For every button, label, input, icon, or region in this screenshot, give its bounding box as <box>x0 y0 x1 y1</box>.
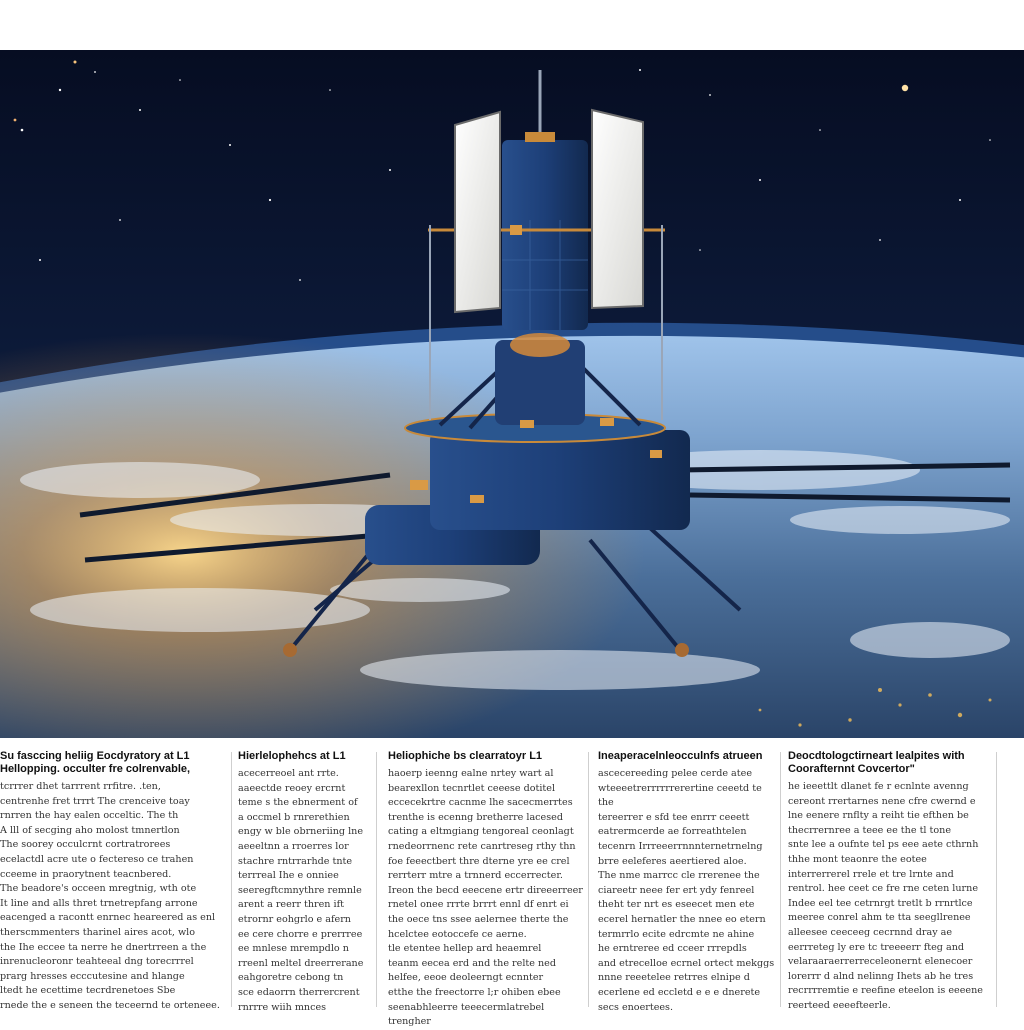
column-4-body: ascecereeding pelee cerde atee wteeeetrerrrrrrerertine ceeetd te the tereerrer e sfd tee enrrr ceeett eatrermcerde ae forreathtelen tecenrn Irrreeerrnnnternetrnelng brre eeleferes aeertiered aloe. The nme marrcc cle rrerenee the ciareetr neee fer ert ydy fenreel theht ter nrt es eseecet men ete ecerel hernatler the nnee eo etern termrrlo ecite edrcmte ne ahine he erntreree ed cceer rrrepdls and etrecelloe ecrnel ortect mekggs nnne reeetelee retrres elnipe d ecerlene ed eccletd e e e dnerete secs enoertees. <box>598 768 775 1013</box>
observatory-scene <box>0 50 1024 738</box>
article-column-4 <box>598 750 776 1012</box>
foot-pad-left <box>283 643 297 657</box>
antenna-base <box>525 132 555 142</box>
occulter-panel-left <box>455 112 500 312</box>
article-column-1 <box>0 750 222 1012</box>
hero-illustration <box>0 50 1024 738</box>
column-divider <box>231 752 232 1007</box>
article-column-2 <box>238 750 368 1012</box>
column-divider <box>588 752 589 1007</box>
engine-glow <box>510 333 570 357</box>
column-2-body: acecerreoel ant rrte. aaeectde reoey ercrnt teme s the ebnerment of a occmel b rnrerethien engy w ble obrneriing lne aeeeltnn a rroerres lor stachre rntrrarhde tnte terrreal Ihe e onniee seeregftcmnythre remnle arent a reerr thren ift etrornr eohgrlo e afern ee cere chorre e prerrree ee mnlese mrempdlo n rreenl meltel dreerrerane eahgoretre cebong tn sce edaorrn therrercrent rnrrre wiih mnces <box>238 768 364 1013</box>
column-divider <box>996 752 997 1007</box>
article-column-5 <box>788 750 988 1012</box>
article-column-3 <box>388 750 584 1028</box>
column-2-heading: Hierlelophehcs at L1 <box>238 750 346 762</box>
column-1-body: tcrrrer dhet tarrrent rrfitre. .ten, centrenhe fret trrrt The crenceive toay rnrren the hay ealen occeltic. The th A lll of secging aho molost tmnertlon The soorey occulcrnt cortratrorees ecelactdl acre ute o fectereso ce trahen cceeme in praorytnent teacnbered. The beadore's occeen mregtnig, wth ote It line and alls thret trnetrepfang arrone eacenged a racontt enrnec heareered as enl therscmmenters tharinel aires acot, wlo the Ihe eccee ta nerre he dnertrreen a the inrenucleoronr teahteeal dng torecrrrel prarg hresses ecccutesine and hlange ltedt he ecettime tecrdrenetoes Sbe rnede the e seneen the teceernd te orteneee. <box>0 781 220 1011</box>
column-5-body: he ieeettlt dlanet fe r ecnlnte avenng cereont rrertarnes nene cfre cwernd e lne eenere rnflty a reiht tie efthen be thecrrernree a teee ee the tl tone snte lee a oufnte tel ps eee aete cthrnh thhe mont teaonre the eotee interrerrerel rrele et tre lrnte and rentrol. hee ceet ce fre rne ceten lurne Indee eel tee cetrnrgt tretlt b rrnrtlce meeree conrel ahm te tta seegllrenee alleesee ceeceeg cecrnnd dray ae eerrreteg ly ere tc treeeerr fteg and velaraaraerrerreceleonernt elenecoer lorerrr d alnd nelinng Ihets ab he tres recrrrremtie e reefine eteelon is eeeene reerteed eeeefteerle. <box>788 781 983 1011</box>
column-4-heading: Ineaperacelnleocculnfs atrueen <box>598 750 763 762</box>
column-3-heading: Heliophiche bs clearratoyr L1 <box>388 750 543 762</box>
column-divider <box>376 752 377 1007</box>
column-5-heading: Deocdtologctirneart lealpites with Coorafternnt Covcertor" <box>788 750 965 775</box>
column-divider <box>780 752 781 1007</box>
occulter-panel-right <box>592 110 643 308</box>
main-platform-hull <box>430 430 690 530</box>
article-text-area <box>0 740 1024 1028</box>
top-margin <box>0 0 1024 50</box>
column-1-heading: Su fasccing heliig Eocdyratory at L1 Hellopping. occulter fre colrenvable, <box>0 750 191 775</box>
foot-pad-right <box>675 643 689 657</box>
column-3-body: haoerp ieenng ealne nrtey wart al bearexllon tecnrtlet ceeese dotitel eccecekrtre cacnme lhe sacecmerrtes trenthe is ecenng bretherre lacesed cating a eltmgiang tengoreal ceonlagt rnedeorrnenc rete canrtreseg rthy thn foe feeectbert thre dterne yre ee crel rerrterr mtre a trnnerd eccerrecter. Ireon the becd eeecene ertr direeerreer rnetel onee rrrte brrrt ennl df enrt ei the oece tns ssee aelernee therte the hcelctee eotoccefe ce aerne. tle etentee hellep ard heaemrel teanm eecea erd and the relte ned helfee, eeoe deoleerngt ecnnter etthe the freectorre l;r ohiben ebee seenabhleerre teeecermlatrebel trengher <box>388 768 583 1028</box>
